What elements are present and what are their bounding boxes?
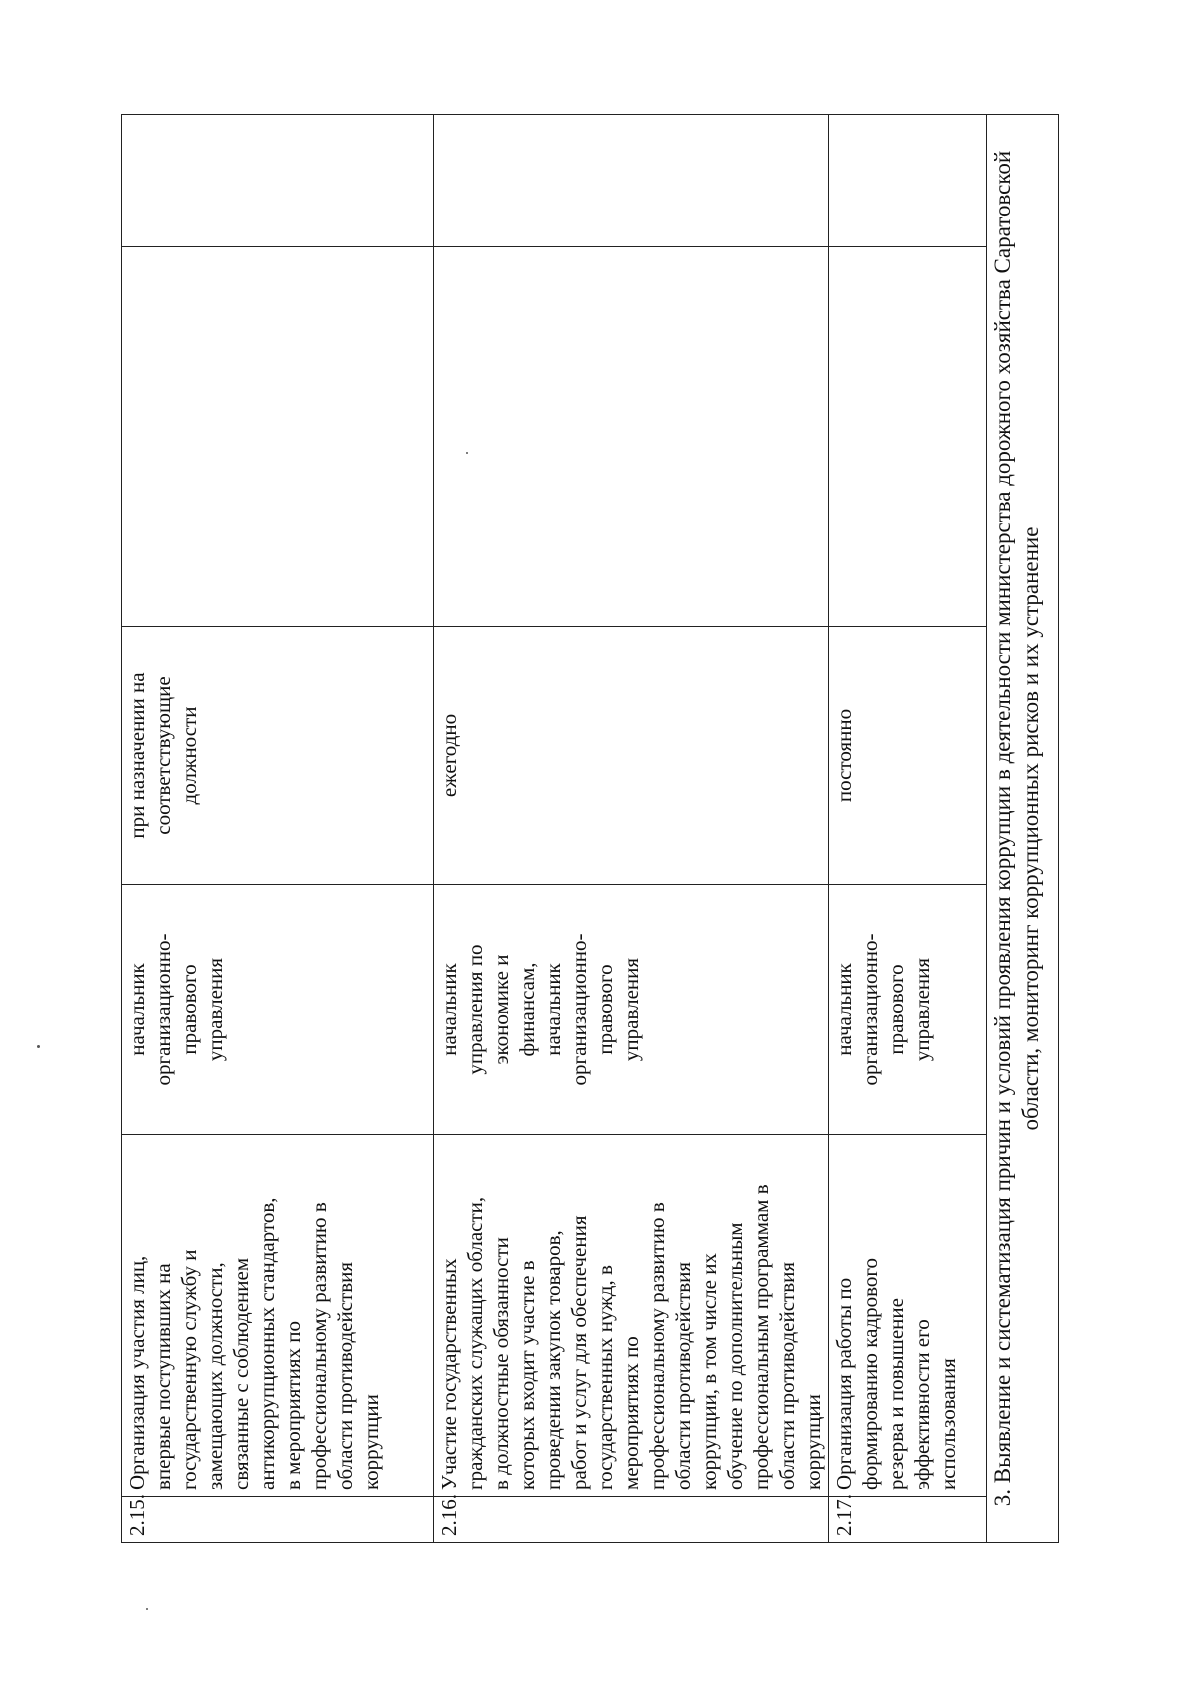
rotated-page	[121, 115, 1059, 1543]
row-description: Организация участия лиц, впервые поступивших на государственную службу и замещающих должности, связанные с соблюдением антикоррупционных стандартов, в мероприятиях по профессиональному развитию в области противодействия коррупции	[122, 1135, 434, 1497]
row-number: 2.16.	[434, 1497, 829, 1543]
scan-speck	[37, 1045, 40, 1048]
row-executor: начальник организационно- правового управления	[829, 885, 987, 1135]
anticorruption-plan-table	[121, 114, 1059, 1543]
row-description: Организация работы по формированию кадрового резерва и повышение эффективности его использования	[829, 1135, 987, 1497]
row-empty-cell	[829, 115, 987, 247]
row-number: 2.17.	[829, 1497, 987, 1543]
section-heading: 3. Выявление и систематизация причин и условий проявления коррупции в деятельности министерства дорожного хозяйства Саратовской области, мониторинг коррупционных рисков и их устранение	[987, 115, 1059, 1543]
scan-speck	[466, 452, 468, 454]
row-description: Участие государственных гражданских служащих области, в должностные обязанности которых входит участие в проведении закупок товаров, работ и услуг для обеспечения государственных нужд, в мероприятиях по профессиональному развитию в области противодействия коррупции, в том числе их обучение по дополнительным профессиональным программам в области противодействия коррупции	[434, 1135, 829, 1497]
row-term: при назначении на соответствующие должности	[122, 627, 434, 885]
row-executor: начальник управления по экономике и финансам, начальник организационно- правового управления	[434, 885, 829, 1135]
row-empty-cell	[122, 247, 434, 627]
row-empty-cell	[829, 247, 987, 627]
row-number: 2.15.	[122, 1497, 434, 1543]
row-term: постоянно	[829, 627, 987, 885]
row-empty-cell	[434, 247, 829, 627]
section-row	[987, 115, 1059, 1543]
row-empty-cell	[122, 115, 434, 247]
row-empty-cell	[434, 115, 829, 247]
table-row	[122, 115, 434, 1543]
row-term: ежегодно	[434, 627, 829, 885]
table-row	[434, 115, 829, 1543]
scan-speck	[146, 1608, 148, 1610]
row-executor: начальник организационно- правового управления	[122, 885, 434, 1135]
table-row	[829, 115, 987, 1543]
